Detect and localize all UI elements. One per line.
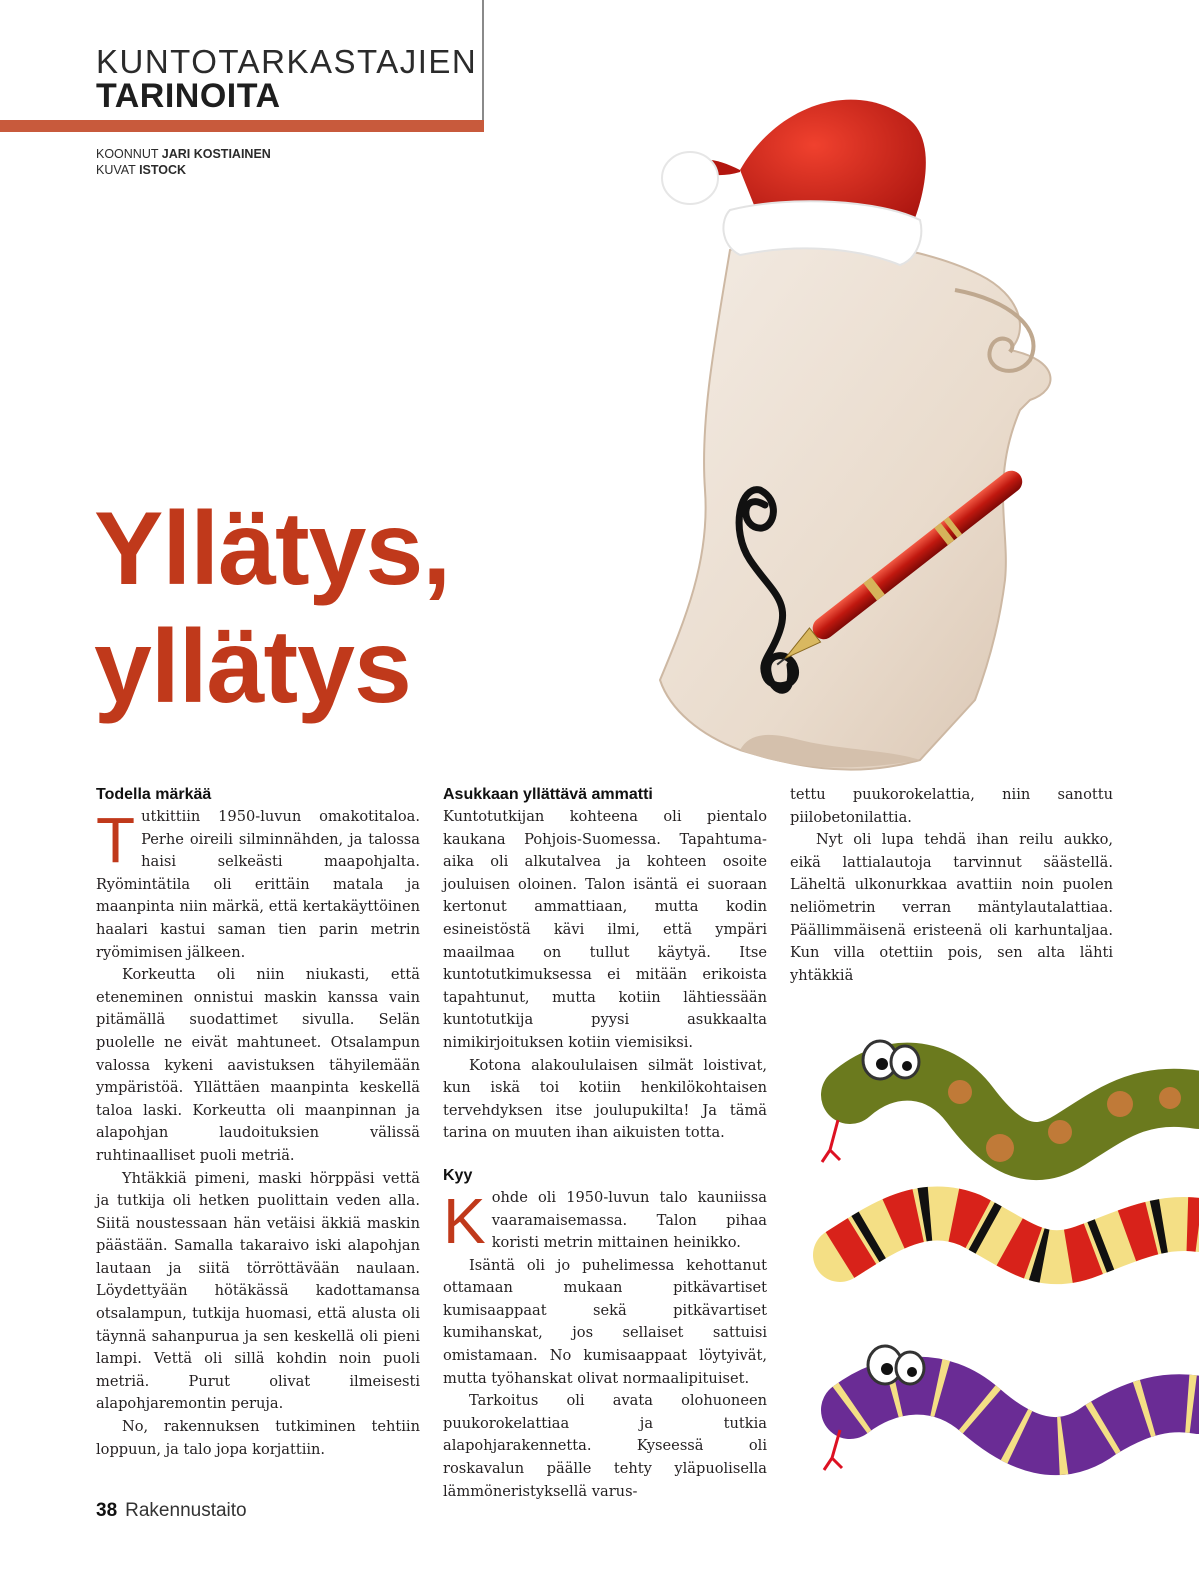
column-3 [790, 784, 1113, 987]
paragraph: tettu puukorokelattia, niin sanottu piilobetonilattia. [790, 786, 1113, 826]
paragraph: Isäntä oli jo puhelimessa kehottanut ottamaan mukaan pitkävartiset kumisaappaat sekä pitkävartiset kumihanskat, jos sellaiset sattuisi omistamaan. No kumisaappaat löytyivät, mutta työhanskat olivat normaalipituiset. [443, 1256, 767, 1387]
credit-label: KOONNUT [96, 147, 159, 161]
paragraph-text: utkittiin 1950-luvun omakotitaloa. Perhe oireili silminnähden, ja talossa haisi selkeästi maapohjalta. Ryömintätila oli erittäin matala ja maanpinta niin märkä, että kertakäyttöinen haalari kastui saman tien parin metrin ryömimisen jälkeen. [96, 808, 420, 961]
purple-snake-icon [824, 1346, 1199, 1470]
credit-label: KUVAT [96, 163, 136, 177]
green-snake-icon [822, 1041, 1199, 1162]
paragraph-text: ohde oli 1950-luvun talo kauniissa vaaramaisemassa. Talon pihaa koristi metrin mittainen heinikko. [491, 1188, 767, 1252]
credit-name: ISTOCK [139, 163, 187, 177]
header-accent-bar [0, 120, 484, 132]
drop-cap: K [443, 1184, 486, 1257]
paragraph: Kuntotutkijan kohteena oli pientalo kaukana Pohjois-Suomessa. Tapahtuma-aika oli alkutalvea ja kohteen osoite jouluisen oloinen. Talon isäntä ei suoraan kertonut ammattiaan, mutta kodin esineistöstä kävi ilmi, että ympäri maailmaa on tullut käytyä. Itse kuntotutkimuksessa ei mitään erikoista tapahtunut, mutta kotiin lähtiessään kuntotutkija pyysi asukkaalta nimikirjoituksen kotiin viemisiksi. [443, 808, 767, 1051]
paragraph [96, 806, 420, 964]
credit-name: JARI KOSTIAINEN [161, 147, 271, 161]
paragraph: Korkeutta oli niin niukasti, että eteneminen onnistui maskin kanssa vain pitämällä suodattimet sivulla. Selän puolelle ne eivät mahtuneet. Otsalampun valossa kykeni aavistuksen tähyilemään ympäristöä. Yllättäen maanpinta keskellä taloa laski. Korkeutta oli maanpinnan ja alapohjan laudoituksien välissä ruhtinaalliset puoli metriä. [96, 966, 420, 1164]
series-kicker-bold: TARINOITA [96, 77, 281, 115]
credits [96, 146, 271, 178]
paragraph: Yhtäkkiä pimeni, maski hörppäsi vettä ja tutkija oli hetken puolittain veden alla. Siitä noustessaan hän vetäisi äkkiä maskin päästään. Samalla takaraivo iski alapohjan lautaan ja siitä törröttävään naulaan. Löydettyään hötäkässä kadottamansa otsalampun, tutkija huomasi, että alusta oli täynnä sahanpurua ja sen keskellä oli pieni lampi. Vettä oli sillä kohdin noin puoli metriä. Purut olivat ilmeisesti alapohjaremontin peruja. [96, 1169, 420, 1413]
series-kicker: KUNTOTARKASTAJIEN [96, 43, 478, 80]
header-vertical-rule [482, 0, 484, 122]
santa-hat [662, 100, 926, 265]
paragraph: No, rakennuksen tutkiminen tehtiin loppuun, ja talo jopa korjattiin. [96, 1418, 420, 1458]
paragraph: Nyt oli lupa tehdä ihan reilu aukko, eikä lattialautoja tarvinnut säästellä. Läheltä ulkonurkkaa avattiin noin puolen neliömetrin verran mäntylautalattiaa. Päällimmäisenä eristeenä oli karhuntaljaa. Kun villa otettiin pois, sen alta lähti yhtäkkiä [790, 831, 1113, 984]
column-2 [443, 784, 767, 1503]
striped-snake-icon [840, 1213, 1199, 1257]
column-1 [96, 784, 420, 1461]
paragraph: Kotona alakoululaisen silmät loistivat, kun iskä toi kotiin henkilökohtaisen tervehdyksen itse joulupukilta! Ja tämä tarina on muuten ihan aikuisten totta. [443, 1056, 767, 1142]
drop-cap: T [96, 804, 136, 876]
page-footer [96, 1500, 247, 1522]
title-line-1: Yllätys, [94, 491, 451, 607]
article-title [94, 490, 450, 726]
paragraph: Tarkoitus oli avata olohuoneen puukorokelattiaa ja tutkia alapohjarakennetta. Kyseessä oli roskavalun päälle tehty yläpuolisella lämmöneristyksellä varus- [443, 1392, 767, 1500]
title-line-2: yllätys [94, 609, 411, 725]
section-gap [443, 1145, 767, 1165]
magazine-name: Rakennustaito [125, 1500, 247, 1521]
page-number: 38 [96, 1500, 118, 1521]
paragraph [443, 1184, 767, 1257]
scroll-illustration [590, 60, 1150, 780]
section-heading: Asukkaan yllättävä ammatti [443, 786, 653, 803]
section-heading: Kyy [443, 1166, 473, 1184]
section-heading: Todella märkää [96, 786, 212, 803]
snakes-illustration [810, 1020, 1199, 1490]
